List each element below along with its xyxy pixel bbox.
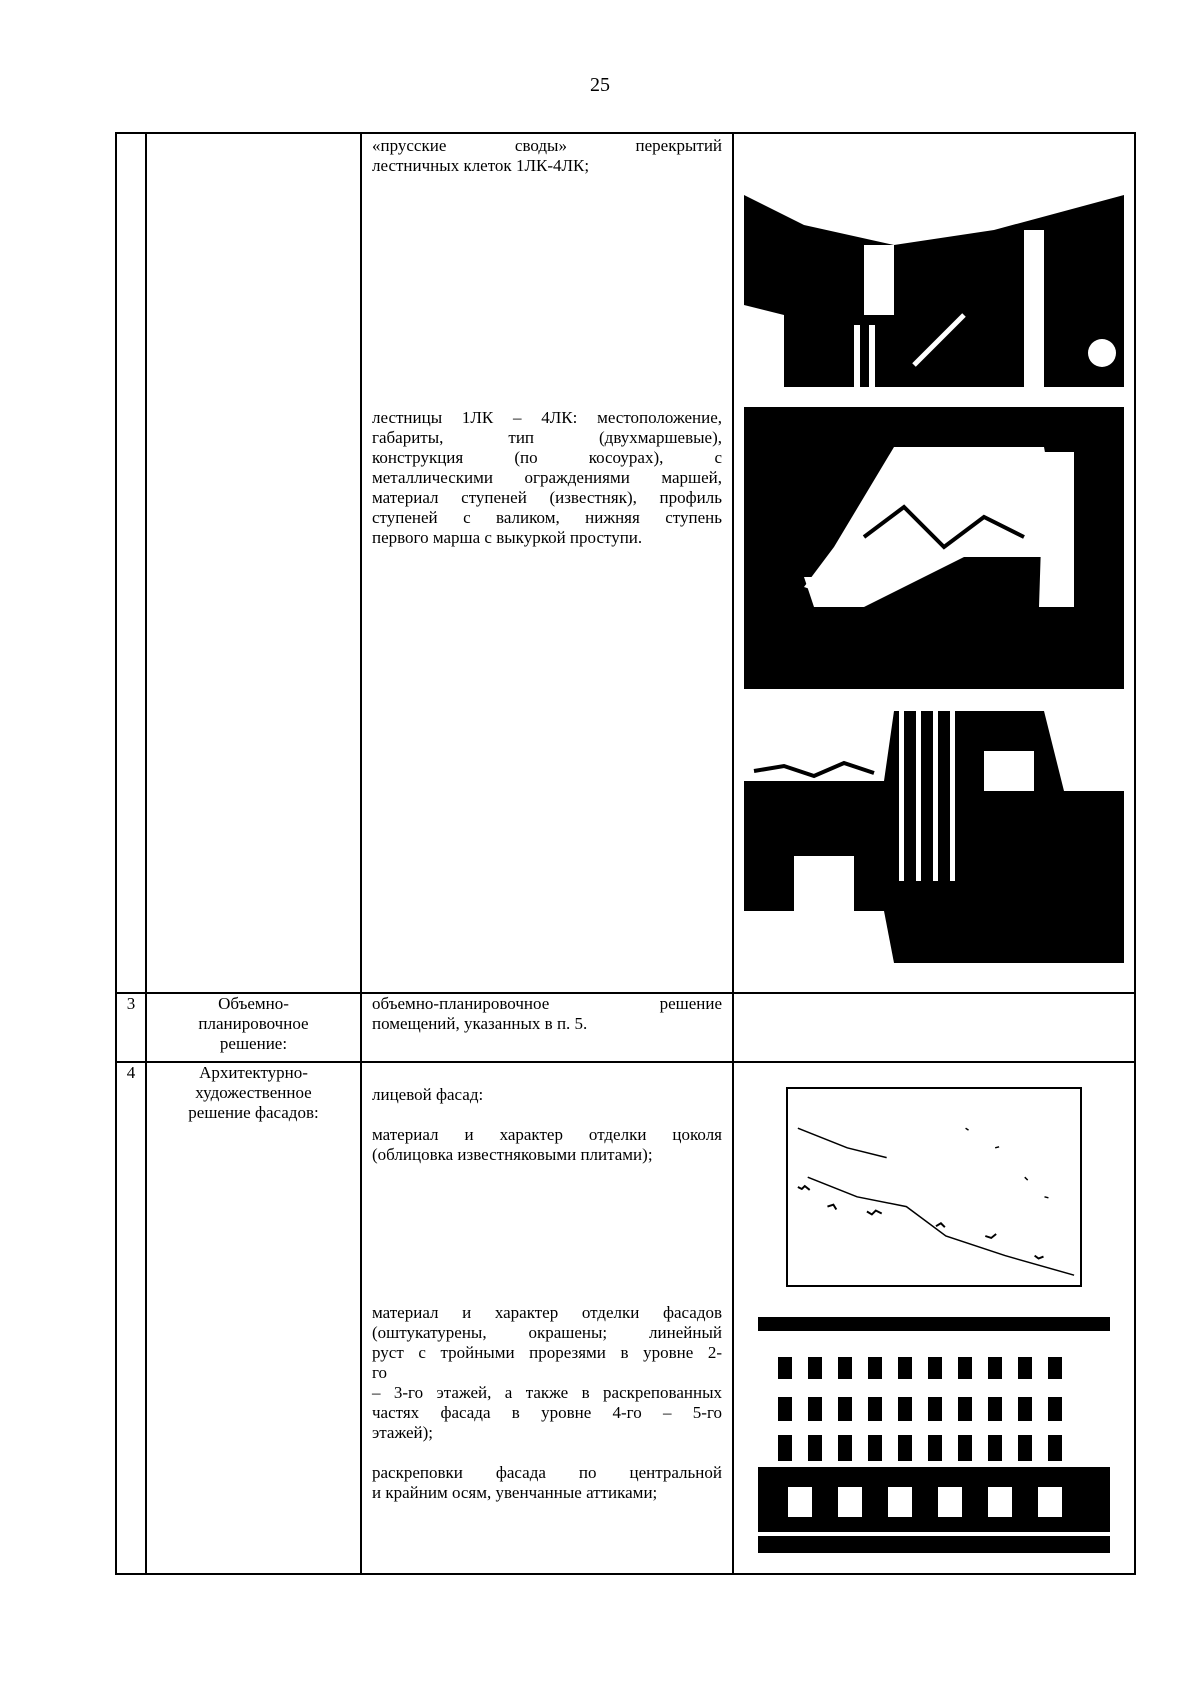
photo-plinth xyxy=(786,1087,1082,1287)
risalits-text: раскреповки фасада по центральной и крайним осям, увенчанные аттиками; xyxy=(372,1463,722,1502)
table-row-3 xyxy=(116,993,1135,1062)
vaults-text-line1: «прусские своды» перекрытий xyxy=(372,136,723,155)
photo-railing xyxy=(744,711,1124,963)
stairs-text: лестницы 1ЛК – 4ЛК: местоположение, габариты, тип (двухмаршевые), конструкция (по косоурах), с металлическими ограждениями маршей, материал ступеней (известняк), профиль ступеней с валиком, нижняя ступень первого марша с выкуркой проступи. xyxy=(372,408,723,547)
photo-facade xyxy=(758,1317,1110,1553)
plinth-text: материал и характер отделки цоколя (облицовка известняковыми плитами); xyxy=(372,1125,722,1164)
cell-photos-stairs xyxy=(733,133,1135,993)
table-row-continuation xyxy=(116,133,1135,993)
row-3-photo-empty xyxy=(733,993,1135,1062)
cell-num-empty xyxy=(116,133,146,993)
cell-name-empty xyxy=(146,133,361,993)
row-4-photos xyxy=(733,1062,1135,1574)
row-4-number: 4 xyxy=(116,1062,146,1574)
row-3-number: 3 xyxy=(116,993,146,1062)
cell-desc-stairs xyxy=(361,133,733,993)
row-3-name: Объемно- планировочное решение: xyxy=(146,993,361,1062)
table-row-4 xyxy=(116,1062,1135,1574)
photo-vaults xyxy=(744,135,1124,387)
vaults-text-line2: лестничных клеток 1ЛК-4ЛК; xyxy=(372,156,590,175)
row-3-description: объемно-планировочное решение помещений, указанных в п. 5. xyxy=(361,993,733,1062)
page-number: 25 xyxy=(590,74,610,96)
document-table xyxy=(115,132,1136,1575)
finish-text: материал и характер отделки фасадов (оштукатурены, окрашены; линейный руст с тройными прорезями в уровне 2- го – 3-го этажей, а также в раскрепованных частях фасада в уровне 4-го – 5-го этажей); xyxy=(372,1303,722,1442)
facade-label: лицевой фасад: xyxy=(372,1085,484,1104)
row-4-name: Архитектурно- художественное решение фасадов: xyxy=(146,1062,361,1574)
row-4-description xyxy=(361,1062,733,1574)
photo-stairs xyxy=(744,407,1124,689)
